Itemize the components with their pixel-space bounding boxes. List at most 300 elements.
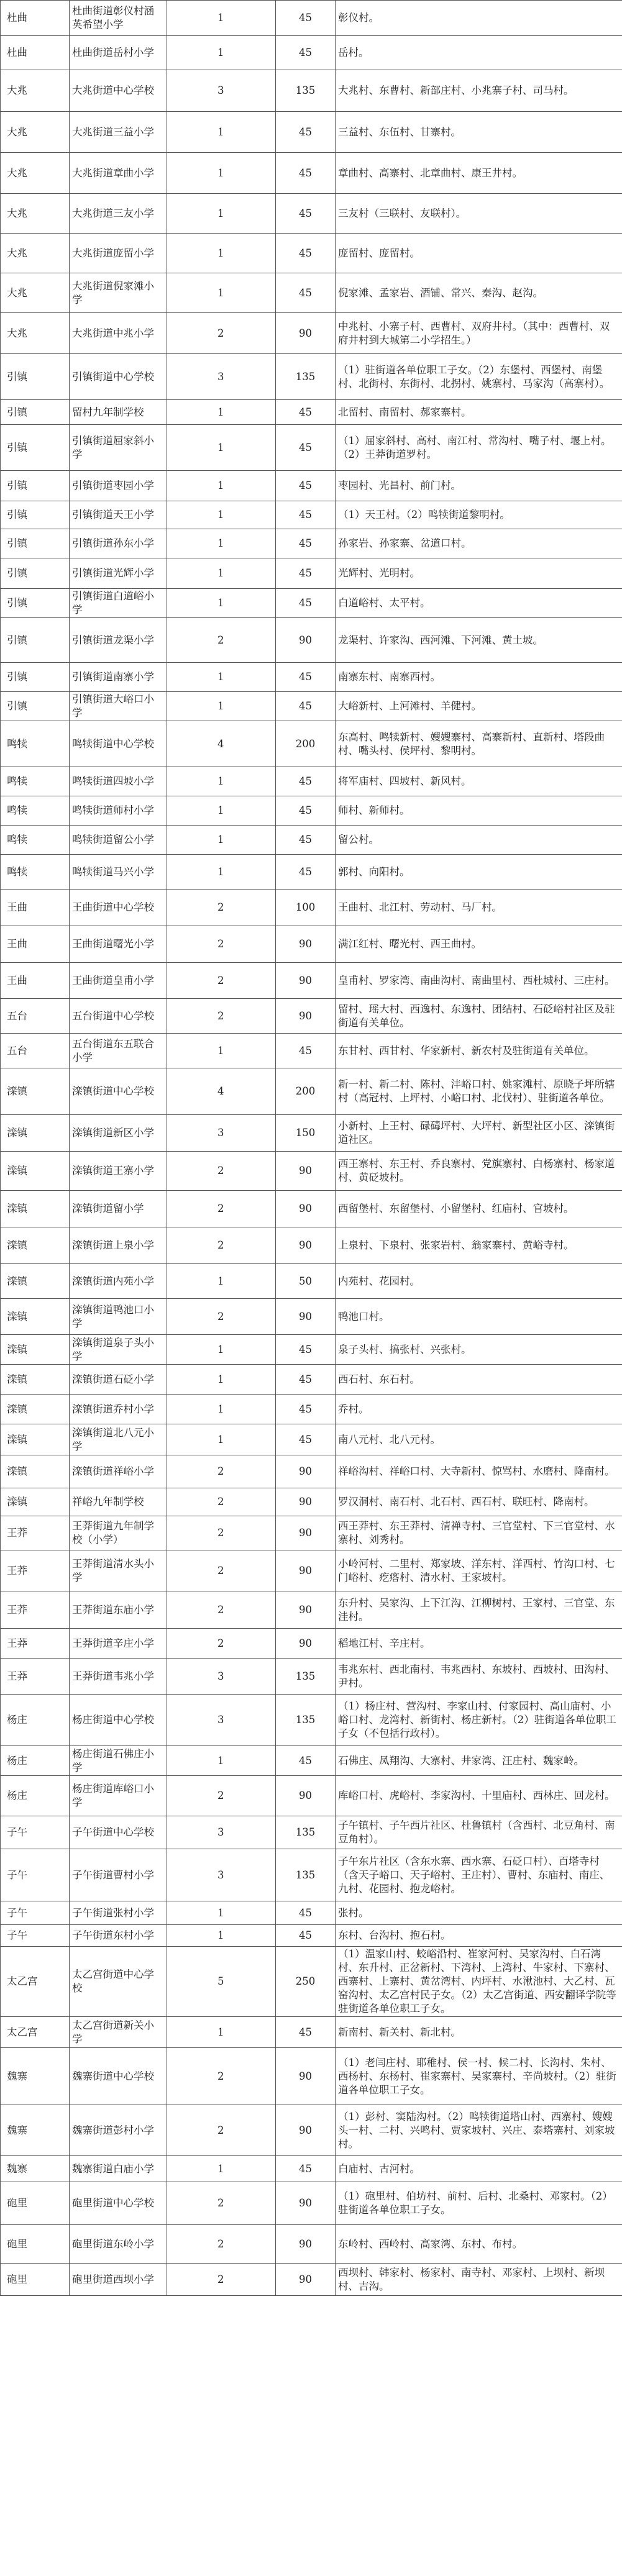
school-name-cell: 王曲街道中心学校 xyxy=(70,890,167,926)
enrollment-area-cell: 大峪新村、上河滩村、羊健村。 xyxy=(336,692,622,721)
table-row xyxy=(1,529,622,558)
seat-count-cell: 135 xyxy=(276,1695,336,1746)
seat-count-cell: 45 xyxy=(276,112,336,153)
enrollment-area-cell: 乔村。 xyxy=(336,1395,622,1424)
district-cell: 子午 xyxy=(1,1901,70,1925)
enrollment-area-cell: 库峪口村、虎峪村、李家沟村、十里庙村、西林庄、回龙村。 xyxy=(336,1776,622,1816)
class-count-cell: 1 xyxy=(167,529,275,558)
table-row xyxy=(1,313,622,354)
enrollment-area-cell: 将军庙村、四坡村、新风村。 xyxy=(336,767,622,796)
seat-count-cell: 90 xyxy=(276,963,336,999)
table-row xyxy=(1,400,622,425)
class-count-cell: 1 xyxy=(167,2017,275,2048)
school-name-cell: 滦镇街道中心学校 xyxy=(70,1068,167,1115)
class-count-cell: 2 xyxy=(167,1550,275,1591)
school-name-cell: 滦镇街道石砭小学 xyxy=(70,1365,167,1395)
school-name-cell: 滦镇街道祥峪小学 xyxy=(70,1455,167,1488)
enrollment-area-cell: 西留堡村、东留堡村、小留堡村、红庙村、官坡村。 xyxy=(336,1191,622,1227)
school-name-cell: 引镇街道大峪口小学 xyxy=(70,692,167,721)
seat-count-cell: 90 xyxy=(276,618,336,663)
district-cell: 滦镇 xyxy=(1,1455,70,1488)
table-row xyxy=(1,1191,622,1227)
table-row xyxy=(1,471,622,501)
class-count-cell: 1 xyxy=(167,767,275,796)
class-count-cell: 2 xyxy=(167,1227,275,1264)
seat-count-cell: 90 xyxy=(276,926,336,963)
enrollment-area-cell: 皇甫村、罗家湾、南曲沟村、南曲里村、西杜城村、三庄村。 xyxy=(336,963,622,999)
enrollment-area-cell: 三益村、东伍村、甘寨村。 xyxy=(336,112,622,153)
table-row xyxy=(1,2225,622,2264)
class-count-cell: 4 xyxy=(167,1068,275,1115)
class-count-cell: 1 xyxy=(167,1424,275,1455)
enrollment-area-cell: 南八元村、北八元村。 xyxy=(336,1424,622,1455)
enrollment-area-cell: 光辉村、光明村。 xyxy=(336,558,622,589)
class-count-cell: 1 xyxy=(167,589,275,618)
school-name-cell: 魏寨街道中心学校 xyxy=(70,2048,167,2105)
table-row xyxy=(1,796,622,826)
class-count-cell: 2 xyxy=(167,963,275,999)
district-cell: 王曲 xyxy=(1,963,70,999)
school-name-cell: 滦镇街道王寨小学 xyxy=(70,1152,167,1191)
district-cell: 引镇 xyxy=(1,558,70,589)
district-cell: 砲里 xyxy=(1,2225,70,2264)
enrollment-area-cell: 郭村、向阳村。 xyxy=(336,855,622,890)
class-count-cell: 1 xyxy=(167,796,275,826)
table-row xyxy=(1,1,622,36)
enrollment-area-cell: 张村。 xyxy=(336,1901,622,1925)
class-count-cell: 2 xyxy=(167,618,275,663)
seat-count-cell: 50 xyxy=(276,1264,336,1299)
class-count-cell: 2 xyxy=(167,1591,275,1629)
enrollment-area-cell: 中兆村、小寨子村、西曹村、双府井村。（其中：西曹村、双府井村到大城第二小学招生。） xyxy=(336,313,622,354)
seat-count-cell: 90 xyxy=(276,2048,336,2105)
district-cell: 引镇 xyxy=(1,354,70,400)
seat-count-cell: 45 xyxy=(276,529,336,558)
district-cell: 滦镇 xyxy=(1,1299,70,1335)
district-cell: 大兆 xyxy=(1,313,70,354)
school-name-cell: 引镇街道孙东小学 xyxy=(70,529,167,558)
seat-count-cell: 45 xyxy=(276,1424,336,1455)
seat-count-cell: 45 xyxy=(276,558,336,589)
seat-count-cell: 90 xyxy=(276,999,336,1034)
table-row xyxy=(1,1776,622,1816)
district-cell: 杜曲 xyxy=(1,1,70,36)
school-name-cell: 魏寨街道彭村小学 xyxy=(70,2105,167,2156)
school-name-cell: 大兆街道三益小学 xyxy=(70,112,167,153)
seat-count-cell: 45 xyxy=(276,1395,336,1424)
table-row xyxy=(1,2156,622,2182)
enrollment-area-cell: 白庙村、古河村。 xyxy=(336,2156,622,2182)
table-row xyxy=(1,2048,622,2105)
district-cell: 王莽 xyxy=(1,1591,70,1629)
enrollment-area-cell: 石佛庄、凤翔沟、大寨村、井家湾、汪庄村、魏家岭。 xyxy=(336,1746,622,1776)
class-count-cell: 1 xyxy=(167,692,275,721)
enrollment-area-cell: 倪家滩、孟家岩、酒铺、常兴、秦沟、赵沟。 xyxy=(336,273,622,313)
table-row xyxy=(1,926,622,963)
seat-count-cell: 45 xyxy=(276,2156,336,2182)
table-row xyxy=(1,2182,622,2225)
table-row xyxy=(1,589,622,618)
seat-count-cell: 90 xyxy=(276,1776,336,1816)
district-cell: 引镇 xyxy=(1,618,70,663)
table-row xyxy=(1,70,622,112)
seat-count-cell: 135 xyxy=(276,1849,336,1901)
table-row xyxy=(1,1849,622,1901)
seat-count-cell: 45 xyxy=(276,1335,336,1365)
enrollment-area-cell: 子午镇村、子午西片社区、杜鲁镇村（含西村、北豆角村、南豆角村）。 xyxy=(336,1816,622,1849)
class-count-cell: 1 xyxy=(167,855,275,890)
class-count-cell: 3 xyxy=(167,1695,275,1746)
seat-count-cell: 90 xyxy=(276,2105,336,2156)
table-row xyxy=(1,1115,622,1152)
table-row xyxy=(1,1395,622,1424)
district-cell: 引镇 xyxy=(1,692,70,721)
seat-count-cell: 90 xyxy=(276,1550,336,1591)
district-cell: 大兆 xyxy=(1,194,70,234)
district-cell: 滦镇 xyxy=(1,1395,70,1424)
table-row xyxy=(1,963,622,999)
seat-count-cell: 90 xyxy=(276,2264,336,2296)
class-count-cell: 1 xyxy=(167,1395,275,1424)
class-count-cell: 2 xyxy=(167,2225,275,2264)
class-count-cell: 1 xyxy=(167,425,275,471)
district-cell: 滦镇 xyxy=(1,1227,70,1264)
class-count-cell: 1 xyxy=(167,2156,275,2182)
school-name-cell: 鸣犊街道师村小学 xyxy=(70,796,167,826)
seat-count-cell: 45 xyxy=(276,826,336,855)
table-row xyxy=(1,663,622,692)
enrollment-area-cell: 三友村（三联村、友联村）。 xyxy=(336,194,622,234)
enrollment-area-cell: （1）屈家斜村、高村、南江村、常沟村、嘴子村、堰上村。（2）王莽街道罗村。 xyxy=(336,425,622,471)
seat-count-cell: 45 xyxy=(276,2017,336,2048)
school-name-cell: 大兆街道中兆小学 xyxy=(70,313,167,354)
school-name-cell: 祥峪九年制学校 xyxy=(70,1488,167,1516)
district-cell: 杨庄 xyxy=(1,1776,70,1816)
enrollment-area-cell: 章曲村、高寨村、北章曲村、康王井村。 xyxy=(336,153,622,194)
class-count-cell: 2 xyxy=(167,1299,275,1335)
school-name-cell: 滦镇街道泉子头小学 xyxy=(70,1335,167,1365)
school-name-cell: 引镇街道南寨小学 xyxy=(70,663,167,692)
class-count-cell: 2 xyxy=(167,313,275,354)
class-count-cell: 2 xyxy=(167,890,275,926)
school-name-cell: 引镇街道枣园小学 xyxy=(70,471,167,501)
seat-count-cell: 90 xyxy=(276,1516,336,1550)
table-row xyxy=(1,999,622,1034)
class-count-cell: 1 xyxy=(167,1034,275,1068)
enrollment-area-cell: 满江红村、曙光村、西王曲村。 xyxy=(336,926,622,963)
seat-count-cell: 90 xyxy=(276,1191,336,1227)
school-name-cell: 大兆街道三友小学 xyxy=(70,194,167,234)
seat-count-cell: 90 xyxy=(276,1629,336,1659)
enrollment-area-cell: （1）杨庄村、营沟村、李家山村、付家园村、高山庙村、小峪口村、龙湾村、新街村、杨庄新村。（2）驻街道各单位职工子女（不包括行政村）。 xyxy=(336,1695,622,1746)
district-cell: 大兆 xyxy=(1,234,70,273)
enrollment-area-cell: 西王寨村、东王村、乔良寨村、党旗寨村、白杨寨村、杨家道村、黄砭坡村。 xyxy=(336,1152,622,1191)
table-row xyxy=(1,354,622,400)
school-name-cell: 引镇街道龙渠小学 xyxy=(70,618,167,663)
class-count-cell: 3 xyxy=(167,1816,275,1849)
school-name-cell: 鸣犊街道四坡小学 xyxy=(70,767,167,796)
enrollment-area-cell: 子午东片社区（含东水寨、西水寨、石砭口村）、百塔寺村（含天子峪口、天子峪村、王庄村）、曹村、东庙村、南庄、九村、花园村、抱龙峪村。 xyxy=(336,1849,622,1901)
enrollment-area-cell: （1）驻街道各单位职工子女。（2）东堡村、西堡村、南堡村、北街村、东街村、北拐村、姚寨村、马家沟（高寨村）。 xyxy=(336,354,622,400)
enrollment-area-cell: 东甘村、西甘村、华家新村、新农村及驻街道有关单位。 xyxy=(336,1034,622,1068)
district-cell: 引镇 xyxy=(1,425,70,471)
enrollment-area-cell: 西石村、东石村。 xyxy=(336,1365,622,1395)
class-count-cell: 1 xyxy=(167,194,275,234)
seat-count-cell: 150 xyxy=(276,1115,336,1152)
school-name-cell: 引镇街道屈家斜小学 xyxy=(70,425,167,471)
seat-count-cell: 90 xyxy=(276,1488,336,1516)
table-row xyxy=(1,1947,622,2017)
district-cell: 鸣犊 xyxy=(1,826,70,855)
district-cell: 引镇 xyxy=(1,529,70,558)
district-cell: 滦镇 xyxy=(1,1264,70,1299)
class-count-cell: 1 xyxy=(167,1,275,36)
district-cell: 引镇 xyxy=(1,471,70,501)
seat-count-cell: 90 xyxy=(276,1455,336,1488)
table-row xyxy=(1,2105,622,2156)
seat-count-cell: 90 xyxy=(276,313,336,354)
table-row xyxy=(1,1695,622,1746)
district-cell: 滦镇 xyxy=(1,1191,70,1227)
table-row xyxy=(1,1901,622,1925)
district-cell: 滦镇 xyxy=(1,1365,70,1395)
enrollment-area-cell: 西王莽村、东王莽村、清禅寺村、三官堂村、下三官堂村、水寨村、刘秀村。 xyxy=(336,1516,622,1550)
seat-count-cell: 90 xyxy=(276,1227,336,1264)
district-cell: 魏寨 xyxy=(1,2048,70,2105)
class-count-cell: 1 xyxy=(167,1335,275,1365)
class-count-cell: 2 xyxy=(167,1455,275,1488)
table-row xyxy=(1,721,622,767)
district-cell: 砲里 xyxy=(1,2264,70,2296)
table-row xyxy=(1,1816,622,1849)
district-cell: 引镇 xyxy=(1,501,70,529)
seat-count-cell: 45 xyxy=(276,194,336,234)
table-row xyxy=(1,1424,622,1455)
district-cell: 鸣犊 xyxy=(1,767,70,796)
school-name-cell: 魏寨街道白庙小学 xyxy=(70,2156,167,2182)
seat-count-cell: 45 xyxy=(276,234,336,273)
district-cell: 太乙宫 xyxy=(1,2017,70,2048)
enrollment-area-cell: 留公村。 xyxy=(336,826,622,855)
table-row xyxy=(1,501,622,529)
enrollment-area-cell: 东高村、鸣犊新村、嫂嫂寨村、高寨新村、直新村、塔段曲村、嘴头村、侯坪村、黎明村。 xyxy=(336,721,622,767)
school-name-cell: 王莽街道东庙小学 xyxy=(70,1591,167,1629)
table-row xyxy=(1,1299,622,1335)
table-row xyxy=(1,1925,622,1947)
seat-count-cell: 45 xyxy=(276,471,336,501)
school-name-cell: 子午街道曹村小学 xyxy=(70,1849,167,1901)
enrollment-area-cell: （1）砲里村、伯坊村、前村、后村、北桑村、邓家村。（2）驻街道各单位职工子女。 xyxy=(336,2182,622,2225)
school-name-cell: 引镇街道光辉小学 xyxy=(70,558,167,589)
school-name-cell: 引镇街道白道峪小学 xyxy=(70,589,167,618)
table-row xyxy=(1,36,622,70)
school-name-cell: 五台街道中心学校 xyxy=(70,999,167,1034)
school-name-cell: 鸣犊街道马兴小学 xyxy=(70,855,167,890)
class-count-cell: 2 xyxy=(167,2105,275,2156)
table-row xyxy=(1,1516,622,1550)
table-body xyxy=(1,1,622,2296)
seat-count-cell: 135 xyxy=(276,1816,336,1849)
seat-count-cell: 100 xyxy=(276,890,336,926)
school-name-cell: 大兆街道中心学校 xyxy=(70,70,167,112)
district-cell: 大兆 xyxy=(1,70,70,112)
seat-count-cell: 45 xyxy=(276,1925,336,1947)
school-name-cell: 王莽街道辛庄小学 xyxy=(70,1629,167,1659)
seat-count-cell: 135 xyxy=(276,1659,336,1695)
enrollment-area-cell: 孙家岩、孙家寨、岔道口村。 xyxy=(336,529,622,558)
enrollment-area-cell: （1）天王村。（2）鸣犊街道黎明村。 xyxy=(336,501,622,529)
class-count-cell: 1 xyxy=(167,663,275,692)
school-name-cell: 砲里街道东岭小学 xyxy=(70,2225,167,2264)
table-row xyxy=(1,618,622,663)
district-cell: 子午 xyxy=(1,1925,70,1947)
table-row xyxy=(1,890,622,926)
district-cell: 大兆 xyxy=(1,273,70,313)
district-cell: 鸣犊 xyxy=(1,796,70,826)
seat-count-cell: 45 xyxy=(276,589,336,618)
seat-count-cell: 45 xyxy=(276,1034,336,1068)
class-count-cell: 1 xyxy=(167,558,275,589)
district-cell: 王莽 xyxy=(1,1550,70,1591)
class-count-cell: 1 xyxy=(167,273,275,313)
class-count-cell: 2 xyxy=(167,1152,275,1191)
school-name-cell: 滦镇街道乔村小学 xyxy=(70,1395,167,1424)
seat-count-cell: 45 xyxy=(276,663,336,692)
class-count-cell: 1 xyxy=(167,826,275,855)
enrollment-area-cell: 岳村。 xyxy=(336,36,622,70)
class-count-cell: 1 xyxy=(167,501,275,529)
table-row xyxy=(1,2017,622,2048)
table-row xyxy=(1,1227,622,1264)
enrollment-area-cell: 王曲村、北江村、劳动村、马厂村。 xyxy=(336,890,622,926)
school-name-cell: 引镇街道天王小学 xyxy=(70,501,167,529)
district-cell: 鸣犊 xyxy=(1,721,70,767)
class-count-cell: 2 xyxy=(167,926,275,963)
class-count-cell: 1 xyxy=(167,400,275,425)
seat-count-cell: 90 xyxy=(276,2182,336,2225)
school-name-cell: 留村九年制学校 xyxy=(70,400,167,425)
school-name-cell: 王莽街道九年制学校（小学） xyxy=(70,1516,167,1550)
table-row xyxy=(1,1746,622,1776)
seat-count-cell: 45 xyxy=(276,692,336,721)
class-count-cell: 2 xyxy=(167,1776,275,1816)
district-cell: 魏寨 xyxy=(1,2105,70,2156)
seat-count-cell: 45 xyxy=(276,153,336,194)
table-row xyxy=(1,1034,622,1068)
table-row xyxy=(1,1550,622,1591)
class-count-cell: 1 xyxy=(167,36,275,70)
enrollment-area-cell: 彰仪村。 xyxy=(336,1,622,36)
school-name-cell: 子午街道中心学校 xyxy=(70,1816,167,1849)
enrollment-area-cell: 小新村、上王村、碌碡坪村、大坪村、新型社区小区、滦镇街道社区。 xyxy=(336,1115,622,1152)
enrollment-area-cell: 庞留村、庞留村。 xyxy=(336,234,622,273)
table-row xyxy=(1,425,622,471)
enrollment-area-cell: 西坝村、韩家村、杨家村、南寺村、邓家村、上坝村、新坝村、吉沟。 xyxy=(336,2264,622,2296)
table-row xyxy=(1,1335,622,1365)
school-name-cell: 王曲街道皇甫小学 xyxy=(70,963,167,999)
district-cell: 大兆 xyxy=(1,112,70,153)
seat-count-cell: 45 xyxy=(276,400,336,425)
class-count-cell: 3 xyxy=(167,1115,275,1152)
table-row xyxy=(1,1455,622,1488)
class-count-cell: 1 xyxy=(167,471,275,501)
seat-count-cell: 135 xyxy=(276,70,336,112)
enrollment-area-cell: 龙渠村、许家沟、西河滩、下河滩、黄土坡。 xyxy=(336,618,622,663)
seat-count-cell: 250 xyxy=(276,1947,336,2017)
table-row xyxy=(1,2264,622,2296)
enrollment-area-cell: 罗汉洞村、南石村、北石村、西石村、联旺村、降南村。 xyxy=(336,1488,622,1516)
school-name-cell: 太乙宫街道新关小学 xyxy=(70,2017,167,2048)
district-cell: 魏寨 xyxy=(1,2156,70,2182)
table-row xyxy=(1,112,622,153)
class-count-cell: 3 xyxy=(167,1659,275,1695)
school-name-cell: 鸣犊街道留公小学 xyxy=(70,826,167,855)
school-name-cell: 杨庄街道中心学校 xyxy=(70,1695,167,1746)
enrollment-area-cell: 东升村、吴家沟、上下江沟、江柳树村、王家村、三官堂、东洼村。 xyxy=(336,1591,622,1629)
district-cell: 砲里 xyxy=(1,2182,70,2225)
school-name-cell: 滦镇街道上泉小学 xyxy=(70,1227,167,1264)
district-cell: 子午 xyxy=(1,1849,70,1901)
seat-count-cell: 45 xyxy=(276,273,336,313)
district-cell: 五台 xyxy=(1,999,70,1034)
class-count-cell: 2 xyxy=(167,1191,275,1227)
school-name-cell: 引镇街道中心学校 xyxy=(70,354,167,400)
enrollment-area-cell: （1）温家山村、蛟峪沿村、崔家河村、吴家沟村、白石湾村、东升村、正岔新村、下湾村、上湾村、牛家村、下寨村、西寨村、上寨村、黄岔湾村、内坪村、水湫池村、大乙村、瓦窑沟村、太乙宫村民子女。（2）太乙宫街道、西安翻译学院等驻街道各单位职工子女。 xyxy=(336,1947,622,2017)
seat-count-cell: 45 xyxy=(276,1746,336,1776)
district-cell: 太乙宫 xyxy=(1,1947,70,2017)
district-cell: 大兆 xyxy=(1,153,70,194)
seat-count-cell: 90 xyxy=(276,1299,336,1335)
enrollment-area-cell: 泉子头村、搞张村、兴张村。 xyxy=(336,1335,622,1365)
school-name-cell: 杜曲街道彰仪村涵英希望小学 xyxy=(70,1,167,36)
enrollment-area-cell: 枣园村、光昌村、前门村。 xyxy=(336,471,622,501)
class-count-cell: 3 xyxy=(167,1849,275,1901)
class-count-cell: 2 xyxy=(167,1516,275,1550)
enrollment-area-cell: 师村、新师村。 xyxy=(336,796,622,826)
school-name-cell: 大兆街道庞留小学 xyxy=(70,234,167,273)
table-row xyxy=(1,1152,622,1191)
class-count-cell: 1 xyxy=(167,1746,275,1776)
enrollment-area-cell: 韦兆东村、西北南村、韦兆西村、东坡村、西坡村、田沟村、尹村。 xyxy=(336,1659,622,1695)
class-count-cell: 2 xyxy=(167,1629,275,1659)
table-row xyxy=(1,558,622,589)
class-count-cell: 1 xyxy=(167,1901,275,1925)
seat-count-cell: 45 xyxy=(276,1,336,36)
seat-count-cell: 200 xyxy=(276,1068,336,1115)
table-row xyxy=(1,1365,622,1395)
seat-count-cell: 45 xyxy=(276,501,336,529)
class-count-cell: 2 xyxy=(167,2182,275,2225)
enrollment-area-cell: 上泉村、下泉村、张家岩村、翁家寨村、黄峪寺村。 xyxy=(336,1227,622,1264)
table-row xyxy=(1,194,622,234)
school-name-cell: 大兆街道章曲小学 xyxy=(70,153,167,194)
school-name-cell: 杜曲街道岳村小学 xyxy=(70,36,167,70)
enrollment-area-cell: 留村、瑶大村、西逸村、东逸村、团结村、石砭峪村社区及驻街道有关单位。 xyxy=(336,999,622,1034)
seat-count-cell: 45 xyxy=(276,425,336,471)
seat-count-cell: 200 xyxy=(276,721,336,767)
enrollment-area-cell: （1）老闫庄村、耶稚村、侯一村、候二村、长沟村、朱村、西杨村、东杨村、崔家寨村、吴家寨村、辛尚坡村。（2）驻街道各单位职工子女。 xyxy=(336,2048,622,2105)
district-cell: 杨庄 xyxy=(1,1746,70,1776)
class-count-cell: 3 xyxy=(167,354,275,400)
seat-count-cell: 90 xyxy=(276,1152,336,1191)
seat-count-cell: 45 xyxy=(276,767,336,796)
district-cell: 五台 xyxy=(1,1034,70,1068)
table-row xyxy=(1,855,622,890)
enrollment-area-cell: 北留村、南留村、郝家寨村。 xyxy=(336,400,622,425)
class-count-cell: 2 xyxy=(167,2048,275,2105)
school-name-cell: 滦镇街道鸭池口小学 xyxy=(70,1299,167,1335)
table-row xyxy=(1,1629,622,1659)
